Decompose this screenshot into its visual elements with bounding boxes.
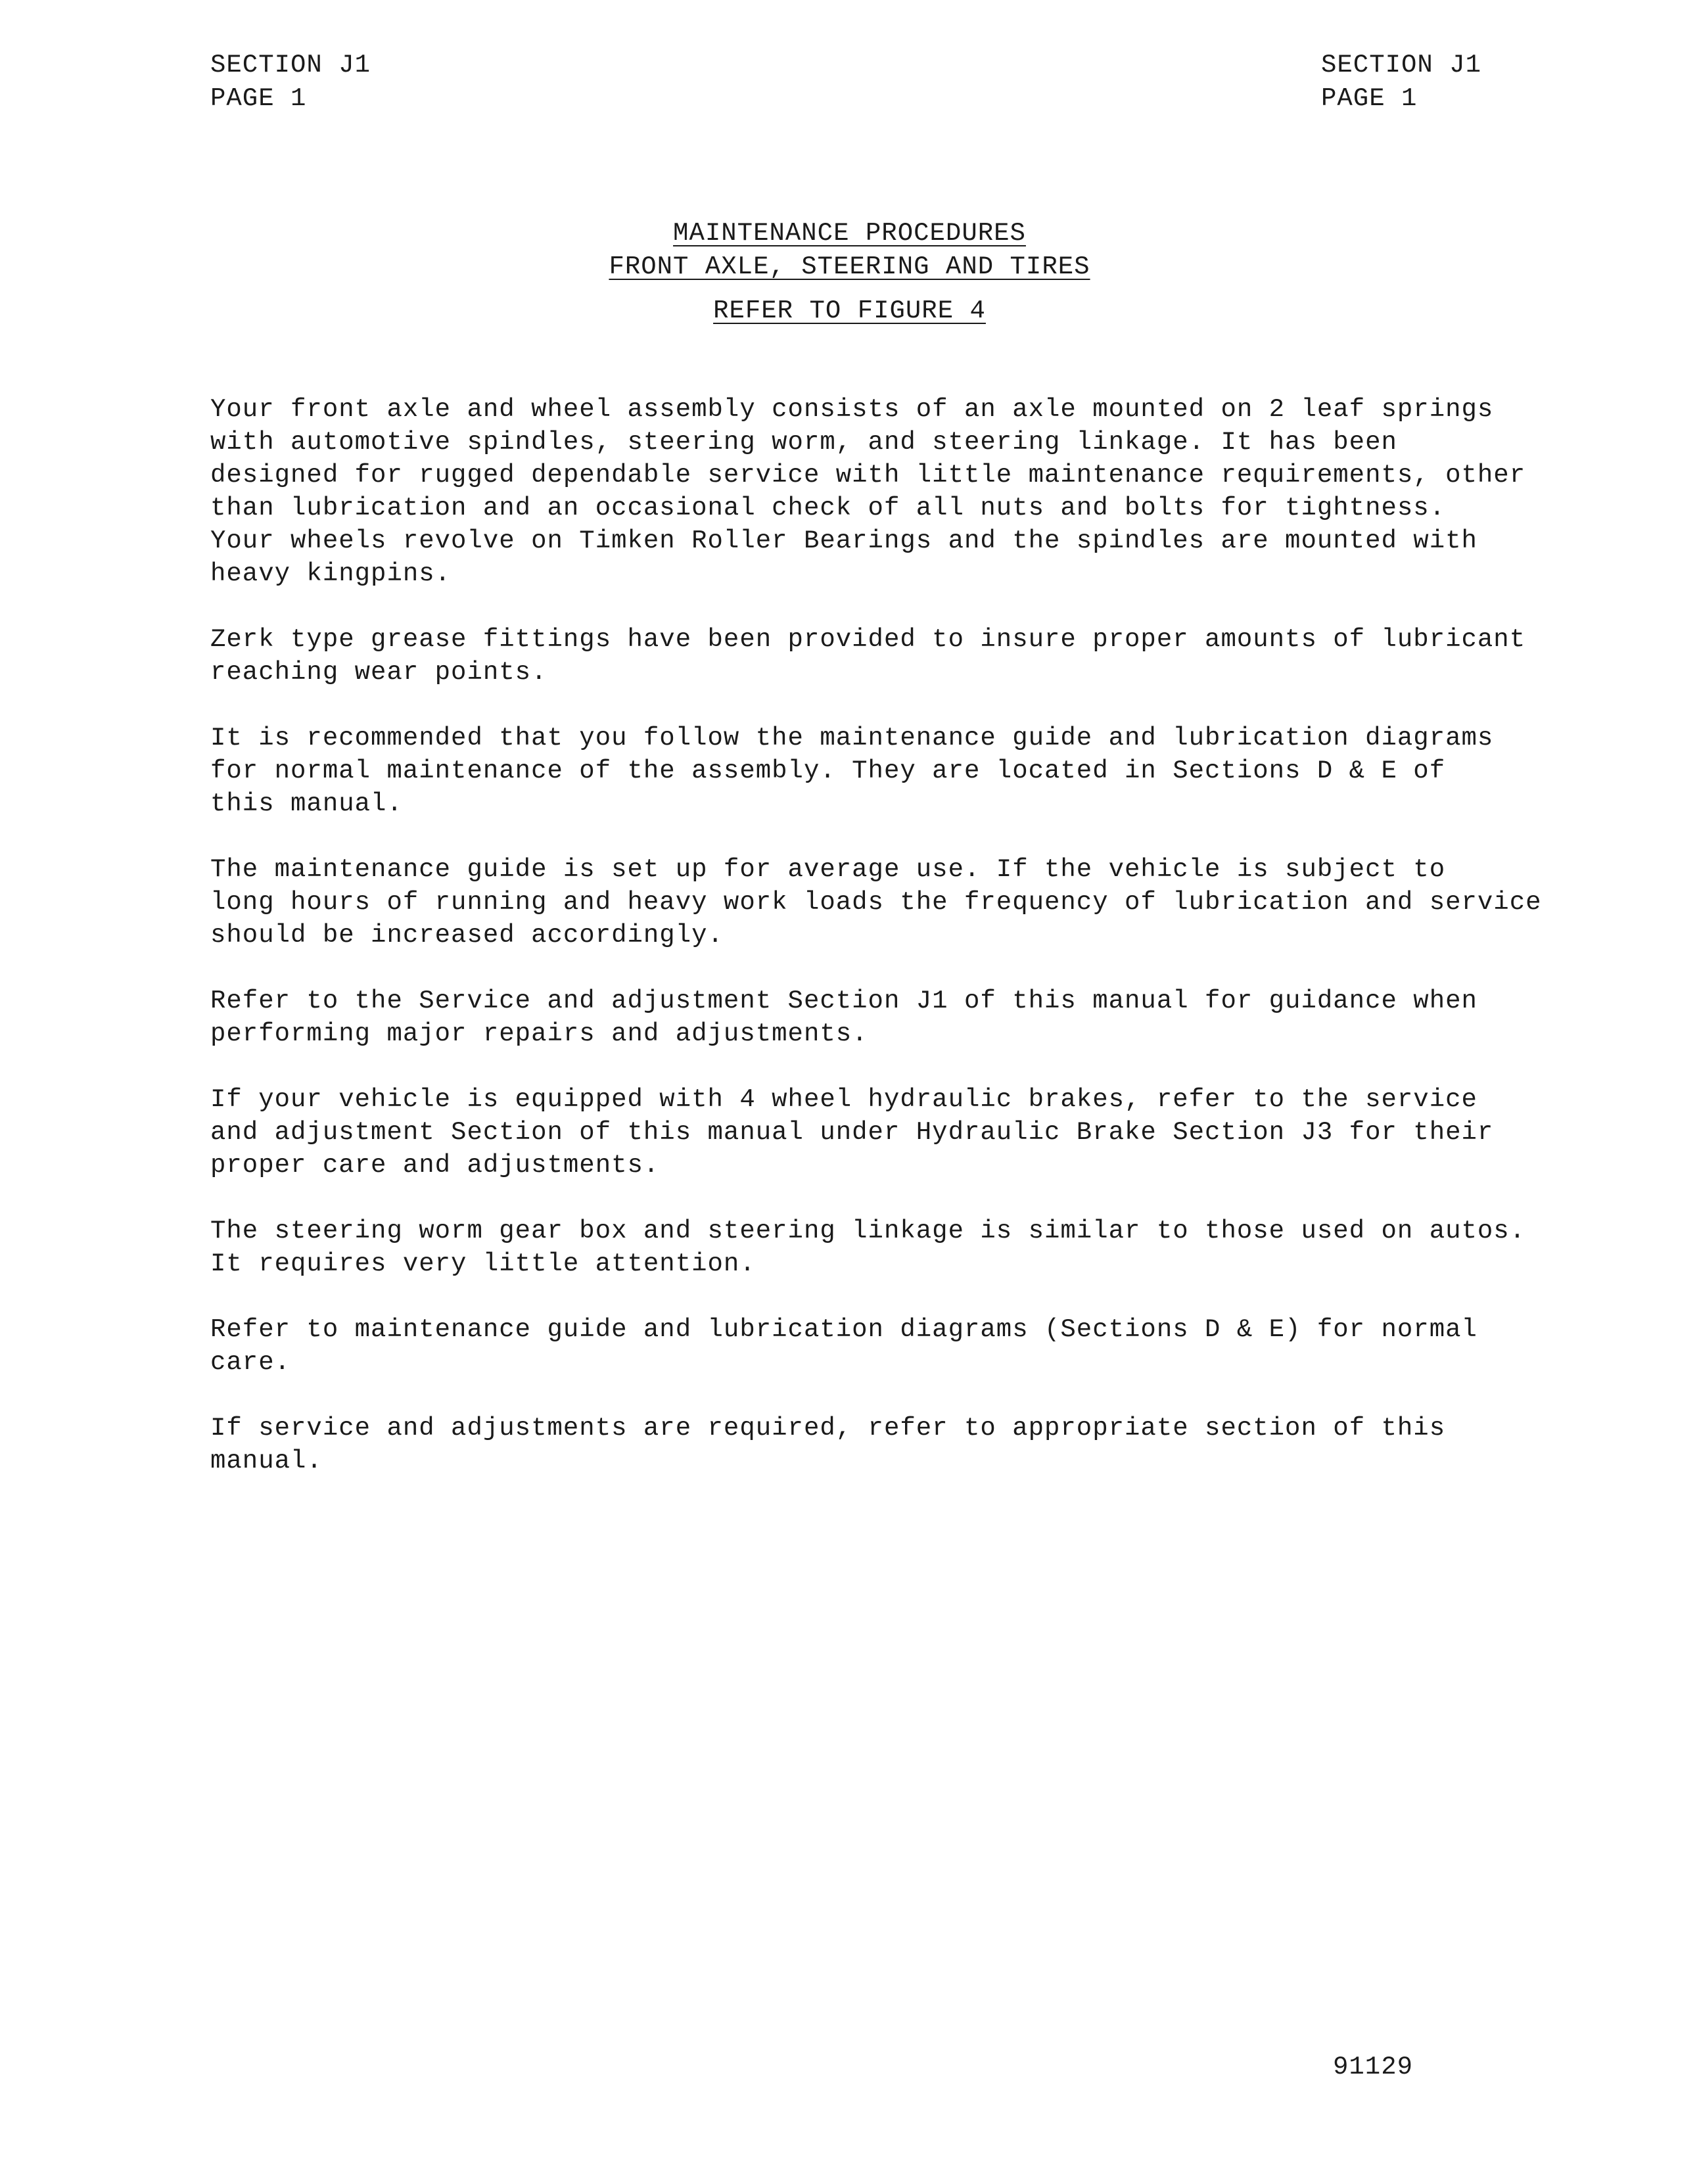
paragraph-1: Your front axle and wheel assembly consists of an axle mounted on 2 leaf springs with automotive spindles, steering worm, and steering linkage. It has been designed for rugged dependable service with little maintenance requirements, other than lubrication and an occasional check of all nuts and bolts for tightness. Your wheels revolve on Timken Roller Bearings and the spindles are mounted with heavy kingpins. xyxy=(210,395,1526,588)
title-line-1-wrap xyxy=(0,217,1699,250)
paragraph-9: If service and adjustments are required, refer to appropriate section of this manual. xyxy=(210,1414,1446,1475)
header-left xyxy=(210,49,371,116)
title-line-2-wrap xyxy=(0,250,1699,284)
title-line-2: FRONT AXLE, STEERING AND TIRES xyxy=(609,252,1090,281)
header-right-page: PAGE 1 xyxy=(1321,84,1418,113)
paragraph-5: Refer to the Service and adjustment Section J1 of this manual for guidance when performing major repairs and adjustments. xyxy=(210,987,1478,1048)
paragraph-3: It is recommended that you follow the maintenance guide and lubrication diagrams for normal maintenance of the assembly. They are located in Sections D & E of this manual. xyxy=(210,724,1494,818)
header-left-section: SECTION J1 xyxy=(210,51,371,80)
document-number: 91129 xyxy=(1333,2053,1414,2081)
paragraph-2: Zerk type grease fittings have been provided to insure proper amounts of lubricant reaching wear points. xyxy=(210,625,1526,687)
paragraph-8: Refer to maintenance guide and lubrication diagrams (Sections D & E) for normal care. xyxy=(210,1315,1478,1377)
header-left-page: PAGE 1 xyxy=(210,84,307,113)
paragraph-4: The maintenance guide is set up for average use. If the vehicle is subject to long hours of running and heavy work loads the frequency of lubrication and service should be increased accordingly. xyxy=(210,855,1542,950)
header-right xyxy=(1321,49,1481,116)
body-text xyxy=(210,393,1604,1510)
paragraph-7: The steering worm gear box and steering linkage is similar to those used on autos. It requires very little attention. xyxy=(210,1217,1526,1278)
title-line-1: MAINTENANCE PROCEDURES xyxy=(673,219,1026,248)
header-right-section: SECTION J1 xyxy=(1321,51,1482,80)
title-block xyxy=(0,217,1699,328)
title-gap xyxy=(0,284,1699,294)
paragraph-6: If your vehicle is equipped with 4 wheel hydraulic brakes, refer to the service and adjustment Section of this manual under Hydraulic Brake Section J3 for their proper care and adjustments. xyxy=(210,1085,1494,1180)
title-line-3: REFER TO FIGURE 4 xyxy=(713,296,986,325)
title-line-3-wrap xyxy=(0,294,1699,328)
